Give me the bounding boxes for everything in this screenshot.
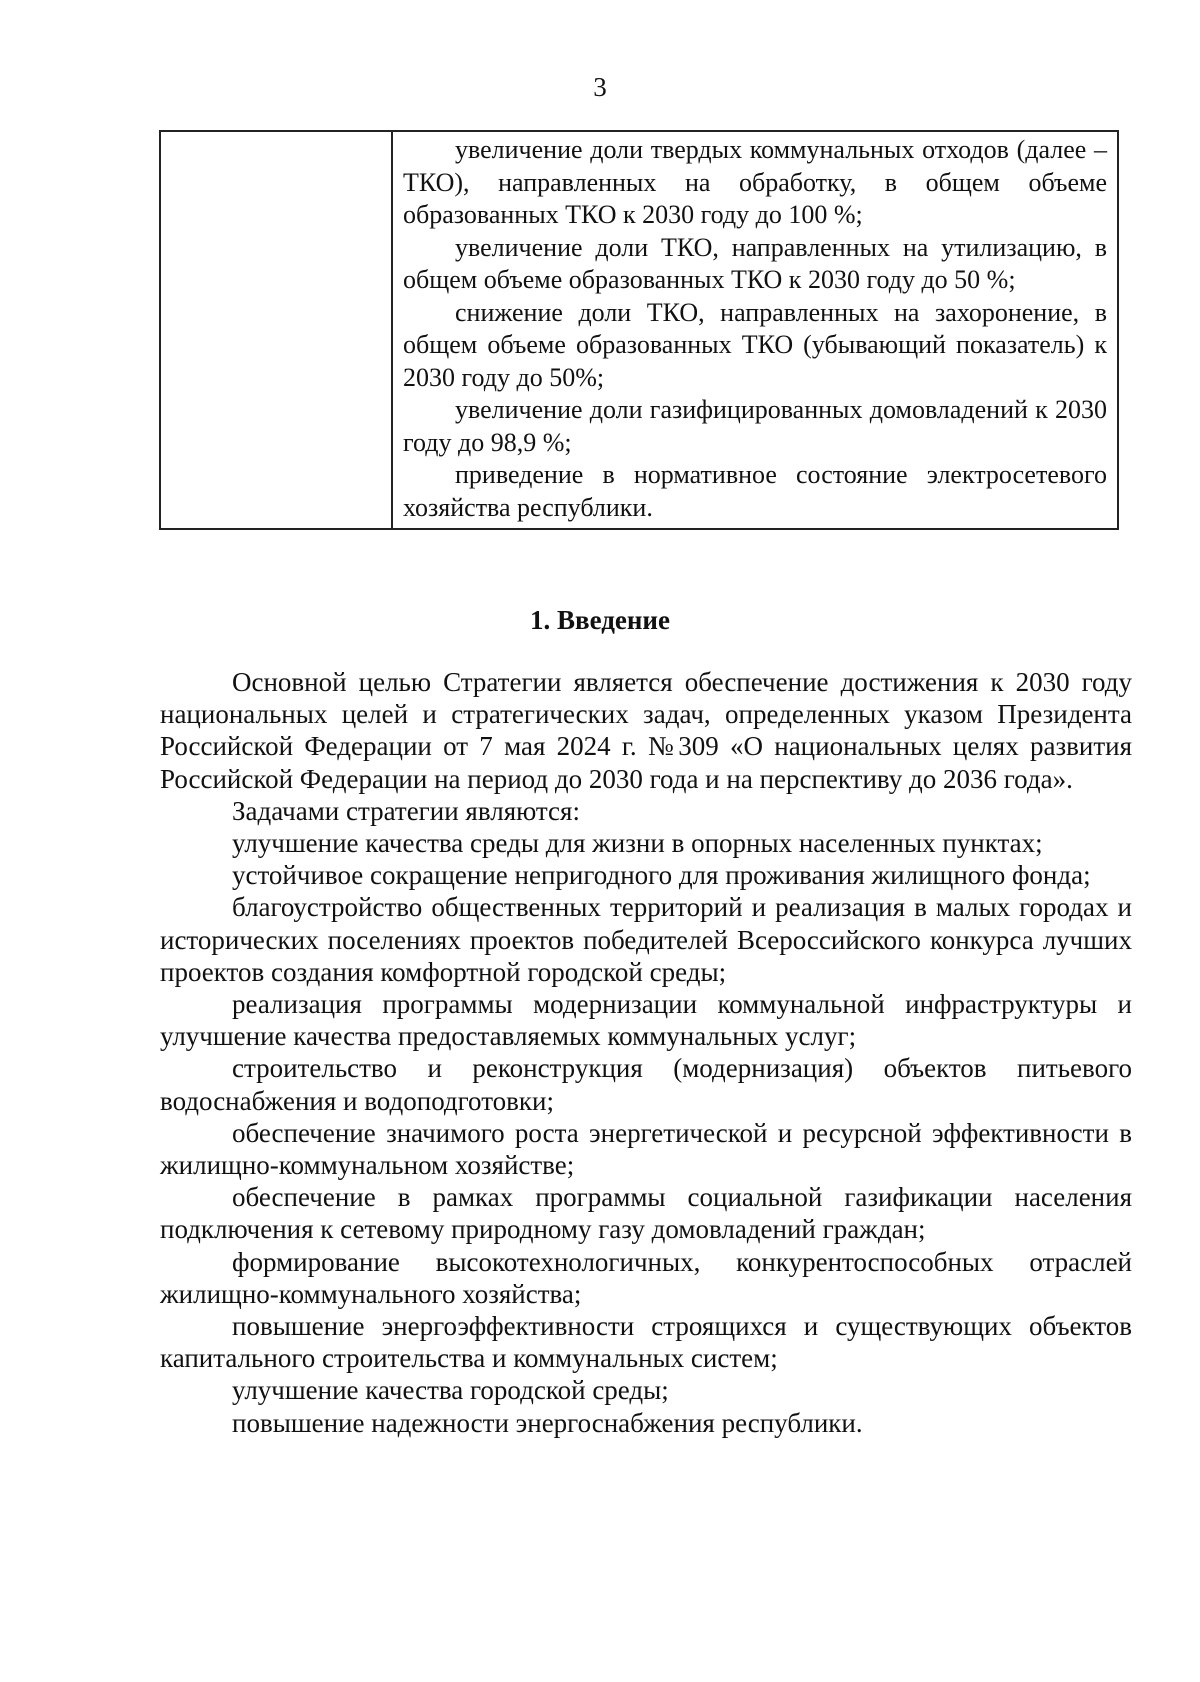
- section-body: [160, 666, 1132, 1439]
- task-item: обеспечение значимого роста энергетической и ресурсной эффективности в жилищно-коммунальном хозяйстве;: [160, 1117, 1132, 1181]
- table-goal-item: приведение в нормативное состояние электросетевого хозяйства республики.: [403, 460, 1107, 522]
- section-heading: 1. Введение: [530, 605, 670, 635]
- task-item: повышение надежности энергоснабжения республики.: [232, 1407, 863, 1438]
- table-empty-cell: [160, 131, 392, 529]
- goals-table: [159, 130, 1119, 530]
- task-item: повышение энергоэффективности строящихся и существующих объектов капитального строительства и коммунальных систем;: [160, 1311, 1132, 1374]
- table-goal-item: увеличение доли газифицированных домовладений к 2030 году до 98,9 %;: [403, 395, 1107, 457]
- table-row: [160, 131, 1118, 529]
- task-item: формирование высокотехнологичных, конкурентоспособных отраслей жилищно-коммунального хозяйства;: [160, 1246, 1132, 1309]
- table-goal-item: увеличение доли ТКО, направленных на утилизацию, в общем объеме образованных ТКО к 2030 году до 50 %;: [403, 232, 1107, 294]
- intro-paragraph: Основной целью Стратегии является обеспечение достижения к 2030 году национальных целей и стратегических задач, определенных указом Президента Российской Федерации от 7 мая 2024 г. №309 «О национальных целях развития Российской Федерации на период до 2030 года и на перспективу до 2036 года».: [160, 667, 1132, 794]
- table-goal-item: снижение доли ТКО, направленных на захоронение, в общем объеме образованных ТКО (убывающий показатель) к 2030 году до 50%;: [403, 297, 1107, 392]
- task-item: улучшение качества среды для жизни в опорных населенных пунктах;: [232, 828, 1043, 859]
- task-item: улучшение качества городской среды;: [232, 1375, 669, 1406]
- tasks-lead-paragraph: Задачами стратегии являются:: [232, 795, 580, 826]
- table-goals-cell: [392, 131, 1118, 529]
- task-item: реализация программы модернизации коммунальной инфраструктуры и улучшение качества предоставляемых коммунальных услуг;: [160, 989, 1132, 1052]
- task-item: благоустройство общественных территорий и реализация в малых городах и исторических поселениях проектов победителей Всероссийского конкурса лучших проектов создания комфортной городской среды;: [160, 892, 1132, 987]
- page-number: 3: [593, 72, 607, 102]
- task-item: устойчивое сокращение непригодного для проживания жилищного фонда;: [232, 860, 1091, 891]
- table-goal-item: увеличение доли твердых коммунальных отходов (далее – ТКО), направленных на обработку, в общем объеме образованных ТКО к 2030 году до 100 %;: [403, 135, 1107, 229]
- task-item: строительство и реконструкция (модернизация) объектов питьевого водоснабжения и водоподготовки;: [160, 1053, 1132, 1116]
- task-item: обеспечение в рамках программы социальной газификации населения подключения к сетевому природному газу домовладений граждан;: [160, 1182, 1132, 1245]
